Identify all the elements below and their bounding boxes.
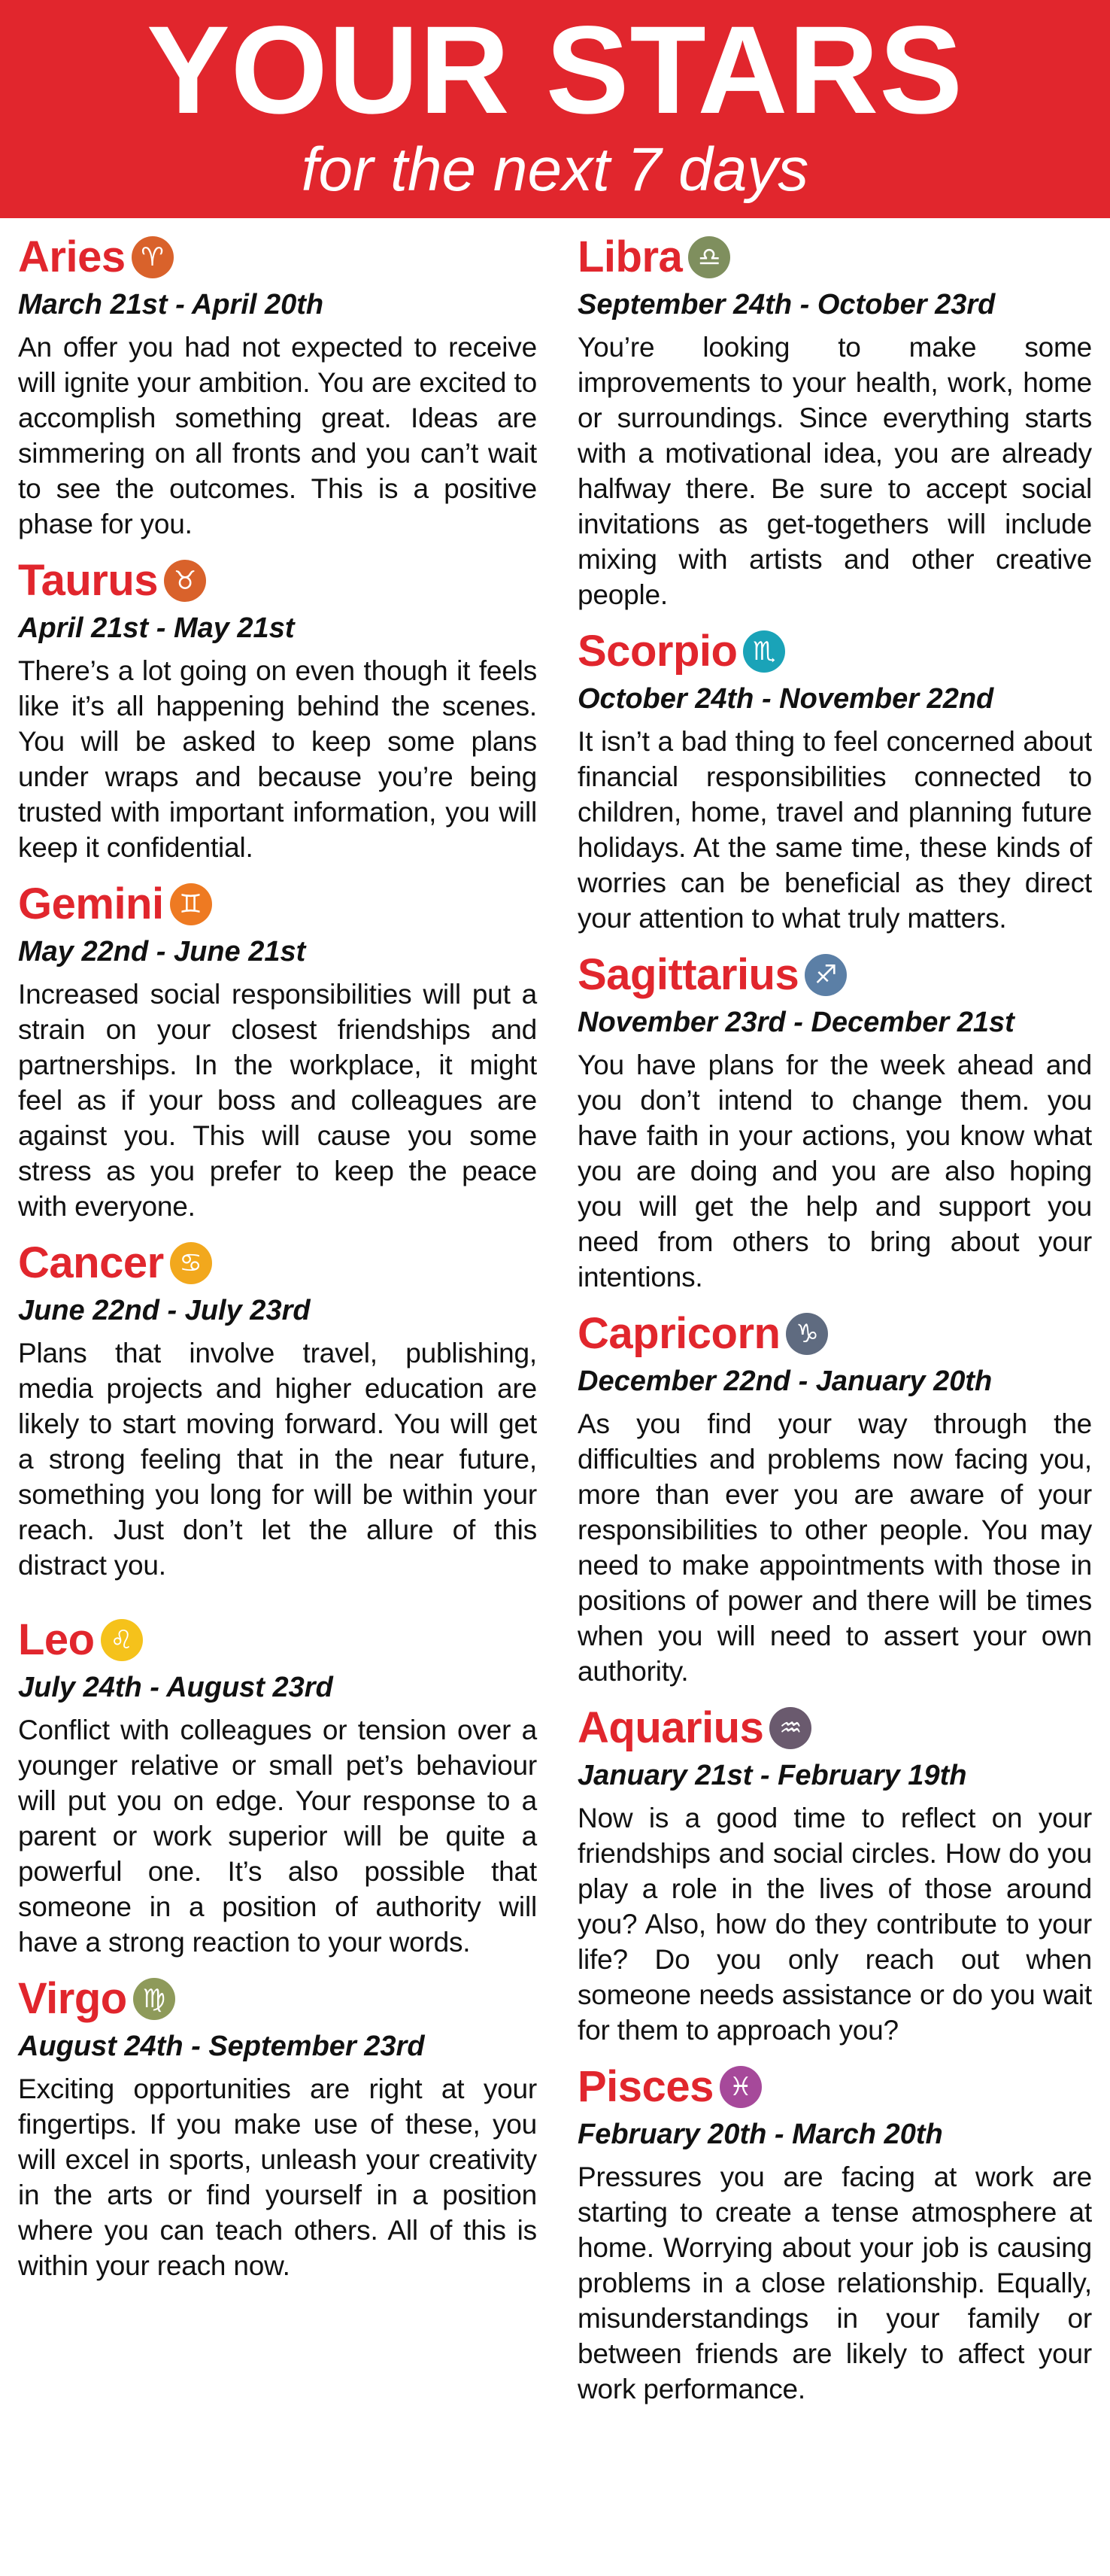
aquarius-icon: ♒ — [769, 1707, 811, 1749]
gemini-icon: ♊ — [170, 883, 212, 925]
horoscope-text: Plans that involve travel, publishing, media projects and higher education are likely to start moving forward. You will get a strong feeling that in the near future, something you long for will be within your reach. Just don’t let the allure of this distract you. — [18, 1338, 537, 1581]
sign-gemini — [18, 876, 537, 1224]
pisces-icon: ♓ — [720, 2066, 762, 2108]
sign-capricorn — [578, 1305, 1092, 1689]
horoscope-text: Exciting opportunities are right at your fingertips. If you make use of these, you will excel in sports, unleash your creativity in the arts or find yourself in a position where you can teach others. All of this is within your reach now. — [18, 2073, 537, 2281]
sagittarius-icon: ♐ — [805, 954, 847, 996]
sign-dates: August 24th - September 23rd — [18, 2031, 425, 2062]
horoscope-text: Now is a good time to reflect on your friendships and social circles. How do you play a role in the lives of those around you? Also, how do they contribute to your life? Do you only reach out when someone needs assistance or do you wait for them to approach you? — [578, 1803, 1092, 2046]
sign-name: Capricorn — [578, 1309, 781, 1358]
libra-icon: ♎ — [688, 236, 730, 278]
sign-dates: June 22nd - July 23rd — [18, 1295, 311, 1326]
horoscope-text: It isn’t a bad thing to feel concerned about financial responsibilities connected to children, home, travel and planning future holidays. At the same time, these kinds of worries can be beneficial as they direct your attention to what truly matters. — [578, 726, 1092, 934]
horoscope-text: There’s a lot going on even though it feels like it’s all happening behind the scenes. You will be asked to keep some plans under wraps and because you’re being trusted with important information, you will keep it confidential. — [18, 655, 537, 863]
horoscope-text: You have plans for the week ahead and you don’t intend to change them. you have faith in your actions, you know what you are doing and you are also hoping you will get the help and support you need from others to bring about your intentions. — [578, 1050, 1092, 1293]
scorpio-icon: ♏ — [743, 630, 785, 673]
sign-name: Virgo — [18, 1974, 127, 2023]
virgo-icon: ♍ — [133, 1978, 175, 2020]
sign-virgo — [18, 1970, 537, 2283]
sign-dates: July 24th - August 23rd — [18, 1672, 333, 1703]
page-title: YOUR STARS — [146, 1, 963, 140]
horoscope-text: You’re looking to make some improvements to your health, work, home or surroundings. Since everything starts with a motivational idea, you are already halfway there. Be sure to accept social invitations as get-togethers will include mixing with artists and other creative people. — [578, 332, 1092, 610]
sign-sagittarius — [578, 946, 1092, 1295]
sign-dates: December 22nd - January 20th — [578, 1365, 993, 1397]
sign-name: Pisces — [578, 2062, 714, 2111]
taurus-icon: ♉ — [164, 560, 206, 602]
horoscope-text: Increased social responsibilities will put a strain on your closest friendships and partnerships. In the workplace, it might feel as if your boss and colleagues are against you. This will cause you some stress as you prefer to keep the peace with everyone. — [18, 979, 537, 1222]
sign-name: Taurus — [18, 556, 159, 605]
sign-dates: May 22nd - June 21st — [18, 936, 306, 968]
sign-name: Aries — [18, 232, 126, 281]
sign-dates: October 24th - November 22nd — [578, 683, 994, 715]
sign-name: Cancer — [18, 1238, 164, 1287]
sign-dates: April 21st - May 21st — [18, 612, 295, 644]
cancer-icon: ♋ — [170, 1242, 212, 1284]
horoscope-text: Pressures you are facing at work are starting to create a tense atmosphere at home. Worrying about your job is causing problems in a close relationship. Equally, misunderstandings in your family or between friends are likely to affect your work performance. — [578, 2161, 1092, 2404]
capricorn-icon: ♑ — [786, 1313, 828, 1355]
sign-name: Scorpio — [578, 627, 738, 676]
sign-name: Sagittarius — [578, 950, 799, 999]
sign-libra — [578, 229, 1092, 612]
sign-name: Aquarius — [578, 1703, 764, 1752]
sign-pisces — [578, 2058, 1092, 2407]
sign-dates: November 23rd - December 21st — [578, 1007, 1014, 1038]
sign-aquarius — [578, 1700, 1092, 2048]
sign-dates: January 21st - February 19th — [578, 1760, 967, 1791]
leo-icon: ♌ — [101, 1619, 143, 1661]
sign-name: Libra — [578, 232, 683, 281]
aries-icon: ♈ — [132, 236, 174, 278]
sign-aries — [18, 229, 537, 542]
horoscope-text: An offer you had not expected to receive will ignite your ambition. You are excited to accomplish something great. Ideas are simmering on all fronts and you can’t wait to see the outcomes. This is a positive phase for you. — [18, 332, 537, 539]
left-column — [18, 218, 537, 2283]
horoscope-text: As you find your way through the difficulties and problems now facing you, more than ever you are aware of your responsibilities to other people. You may need to make appointments with those in positions of power and there will be times when you will need to assert your own authority. — [578, 1408, 1092, 1687]
header-banner — [0, 0, 1110, 218]
sign-leo — [18, 1612, 537, 1960]
page-subtitle: for the next 7 days — [301, 135, 809, 204]
sign-cancer — [18, 1235, 537, 1583]
sign-taurus — [18, 552, 537, 865]
right-column — [578, 218, 1092, 2407]
sign-name: Leo — [18, 1615, 95, 1664]
sign-scorpio — [578, 623, 1092, 936]
sign-dates: September 24th - October 23rd — [578, 289, 996, 320]
sign-dates: February 20th - March 20th — [578, 2119, 943, 2150]
horoscope-text: Conflict with colleagues or tension over a younger relative or small pet’s behaviour will put you on edge. Your response to a parent or work superior will be quite a powerful one. It’s also possible that someone in a position of authority will have a strong reaction to your words. — [18, 1715, 537, 1958]
sign-name: Gemini — [18, 879, 164, 928]
sign-dates: March 21st - April 20th — [18, 289, 324, 320]
